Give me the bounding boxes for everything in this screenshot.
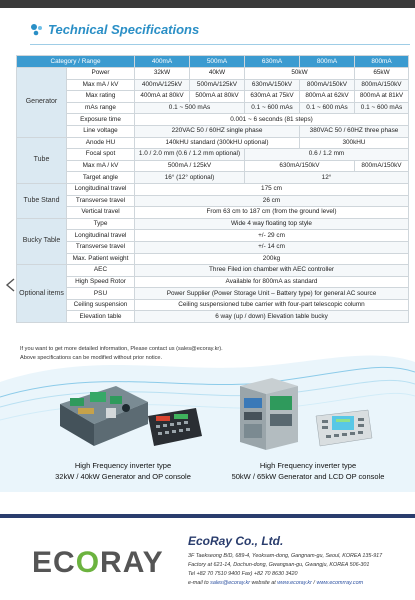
param-label: Anode HU [67, 137, 135, 149]
cell: 400mA at 80kV [135, 91, 190, 103]
table-header-row [17, 56, 409, 68]
cell: 0.1 ~ 600 mAs [245, 102, 300, 114]
category-bucky-table: Bucky Table [17, 218, 67, 264]
cell: Three Filed ion chamber with AEC controller [135, 265, 409, 277]
param-label: AEC [67, 265, 135, 277]
param-label: Transverse travel [67, 241, 135, 253]
disclaimer-note: Above specifications can be modified without prior notice. [20, 355, 163, 361]
table-row [17, 68, 409, 80]
category-optional-items: Optional items [17, 265, 67, 323]
category-generator: Generator [17, 68, 67, 138]
header-col: 500mA [190, 56, 245, 68]
cell: 32kW [135, 68, 190, 80]
cell: 500mA at 80kV [190, 91, 245, 103]
header-col: 800mA [300, 56, 355, 68]
cell: +/- 29 cm [135, 230, 409, 242]
table-row [17, 276, 409, 288]
cell: 630mA/150kV [245, 79, 300, 91]
table-row [17, 149, 409, 161]
table-row [17, 79, 409, 91]
category-tube-stand: Tube Stand [17, 183, 67, 218]
cell: 300kHU [300, 137, 409, 149]
param-label: Longitudinal travel [67, 183, 135, 195]
caption-right-line1: High Frequency inverter type [259, 461, 357, 470]
cell: 50kW [245, 68, 355, 80]
email-label: e-mail to [188, 580, 209, 586]
generator-board-image [56, 382, 152, 448]
cell: 1.0 / 2.0 mm (0.6 / 1.2 mm optional) [135, 149, 245, 161]
logo-text-ec: EC [32, 546, 76, 579]
address-seoul: 3F Taekseong B/D, 689-4, Yeoksam-dong, Gangnam-gu, Seoul, KOREA 135-917 [188, 553, 383, 559]
top-band [0, 0, 415, 8]
table-row [17, 265, 409, 277]
param-label: PSU [67, 288, 135, 300]
header-category: Category / Range [17, 56, 135, 68]
cell: 380VAC 50 / 60HZ three phase [300, 125, 409, 137]
section-header [30, 22, 199, 37]
param-label: Max. Patient weight [67, 253, 135, 265]
cell: 26 cm [135, 195, 409, 207]
cell: Power Supplier (Power Storage Unit – Battery type) for general AC source [135, 288, 409, 300]
param-label: Focal spot [67, 149, 135, 161]
cell: 140kHU standard (300kHU optional) [135, 137, 300, 149]
cell: 16° (12° optional) [135, 172, 245, 184]
cell: 0.001 ~ 6 seconds (81 steps) [135, 114, 409, 126]
cell: 630mA at 75kV [245, 91, 300, 103]
table-row [17, 183, 409, 195]
table-row [17, 91, 409, 103]
table-row [17, 125, 409, 137]
product-caption-left [48, 460, 198, 482]
logo-text-o: O [75, 546, 101, 579]
header-col: 800mA [355, 56, 409, 68]
param-label: Vertical travel [67, 207, 135, 219]
table-row [17, 299, 409, 311]
table-row [17, 195, 409, 207]
table-row [17, 253, 409, 265]
cell: 800mA at 81kV [355, 91, 409, 103]
table-row [17, 311, 409, 323]
param-label: Target angle [67, 172, 135, 184]
cell: From 63 cm to 187 cm (from the ground level) [135, 207, 409, 219]
param-label: Type [67, 218, 135, 230]
page-title: Technical Specifications [48, 22, 200, 37]
cell: 40kW [190, 68, 245, 80]
category-tube: Tube [17, 137, 67, 183]
param-label: Elevation table [67, 311, 135, 323]
cell: 175 cm [135, 183, 409, 195]
cell: 800mA/150kV [355, 79, 409, 91]
product-caption-right [218, 460, 398, 482]
chevron-left-icon[interactable] [4, 278, 18, 292]
param-label: Longitudinal travel [67, 230, 135, 242]
cell: Ceiling suspensioned tube carrier with four-part telescopic column [135, 299, 409, 311]
website-label: website at [251, 580, 276, 586]
table-row [17, 102, 409, 114]
caption-right-line2: 50kW / 65kW Generator and LCD OP console [231, 472, 385, 481]
caption-left-line2: 32kW / 40kW Generator and OP console [55, 472, 191, 481]
header-col: 630mA [245, 56, 300, 68]
spec-table [16, 55, 409, 323]
table-row [17, 218, 409, 230]
header-divider [30, 44, 410, 45]
cell: 200kg [135, 253, 409, 265]
cell: 12° [245, 172, 409, 184]
table-row [17, 241, 409, 253]
website-link-2[interactable]: www.ecomrray.com [316, 580, 364, 586]
cell: 400mA/125kV [135, 79, 190, 91]
cell: 800mA at 62kV [300, 91, 355, 103]
header-col: 400mA [135, 56, 190, 68]
contact-links: e-mail to sales@ecoray.kr website at www.ecoray.kr / www.ecomrray.com [188, 580, 364, 586]
cell: 800mA/150kV [300, 79, 355, 91]
cell: 500mA / 125kV [135, 160, 245, 172]
phone-fax: Tel +82 70 7510 9400 Fax) +82 70 8630 3420 [188, 571, 298, 577]
op-console-image [146, 406, 204, 448]
cell: 0.1 ~ 500 mAs [135, 102, 245, 114]
website-link-1[interactable]: www.ecoray.kr [277, 580, 312, 586]
email-link[interactable]: sales@ecoray.kr [210, 580, 250, 586]
sparkle-icon [30, 23, 44, 37]
param-label: Max mA / kV [67, 79, 135, 91]
cell: 0.1 ~ 600 mAs [300, 102, 355, 114]
cell: Wide 4 way floating top style [135, 218, 409, 230]
param-label: Transverse travel [67, 195, 135, 207]
cell: +/- 14 cm [135, 241, 409, 253]
cell: 0.6 / 1.2 mm [245, 149, 409, 161]
address-factory: Factory at 621-14, Dochun-dong, Gwangsan-gu, Gwangju, KOREA 506-301 [188, 562, 370, 568]
contact-note: If you want to get more detailed information, Please contact us (sales@ecoray.kr). [20, 346, 223, 352]
caption-left-line1: High Frequency inverter type [74, 461, 172, 470]
param-label: Max mA / kV [67, 160, 135, 172]
cell: 65kW [355, 68, 409, 80]
cabinet-generator-image [236, 376, 302, 452]
param-label: High Speed Rotor [67, 276, 135, 288]
param-label: Ceiling suspension [67, 299, 135, 311]
cell: Available for 800mA as standard [135, 276, 409, 288]
logo-text-ray: RAY [100, 546, 164, 579]
company-name: EcoRay Co., Ltd. [188, 534, 284, 548]
table-row [17, 160, 409, 172]
table-row [17, 172, 409, 184]
param-label: Exposure time [67, 114, 135, 126]
table-row [17, 114, 409, 126]
cell: 800mA/150kV [355, 160, 409, 172]
cell: 6 way (up / down) Elevation table bucky [135, 311, 409, 323]
param-label: Line voltage [67, 125, 135, 137]
table-row [17, 288, 409, 300]
ecoray-logo [32, 546, 164, 580]
cell: 0.1 ~ 600 mAs [355, 102, 409, 114]
cell: 630mA/150kV [245, 160, 355, 172]
cell: 220VAC 50 / 60HZ single phase [135, 125, 300, 137]
table-row [17, 207, 409, 219]
table-row [17, 137, 409, 149]
cell: 500mA/125kV [190, 79, 245, 91]
param-label: Power [67, 68, 135, 80]
table-row [17, 230, 409, 242]
lcd-console-image [314, 408, 374, 448]
footer-divider [0, 514, 415, 518]
param-label: mAs range [67, 102, 135, 114]
param-label: Max rating [67, 91, 135, 103]
